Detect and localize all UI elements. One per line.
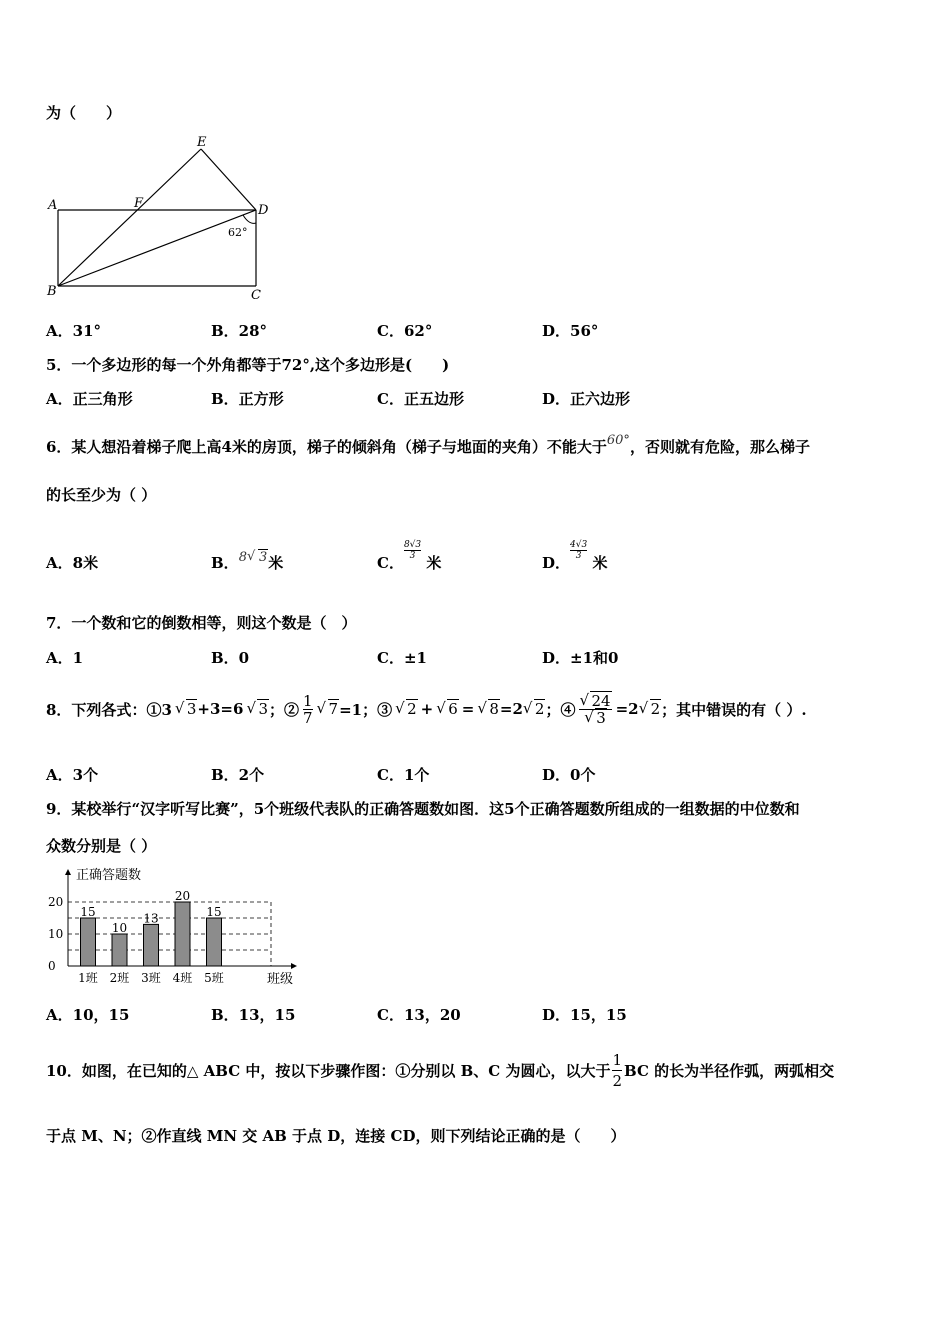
q8-option-d: D．0个 bbox=[542, 766, 596, 784]
category-label-5: 5班 bbox=[204, 971, 224, 985]
category-label-1: 1班 bbox=[78, 971, 98, 985]
q6-option-b: B．8√ 3米 bbox=[211, 552, 283, 573]
q5-option-d: D．正六边形 bbox=[542, 390, 631, 408]
q4-tail: 为（ ） bbox=[46, 104, 122, 122]
angle-62: 62° bbox=[228, 226, 248, 239]
label-f: F bbox=[134, 196, 144, 211]
q6-question-line2: 的长至少为（ ） bbox=[46, 486, 157, 504]
y-tick-label: 10 bbox=[48, 927, 64, 941]
q8-option-a: A．3个 bbox=[46, 766, 99, 784]
q5-question: 5．一个多边形的每一个外角都等于72°,这个多边形是( ) bbox=[46, 356, 450, 374]
q9-option-b: B．13，15 bbox=[211, 1006, 296, 1024]
q9-option-d: D．15，15 bbox=[542, 1006, 627, 1024]
q10-question-line1: 10．如图，在已知的△ ABC 中，按以下步骤作图：①分别以 B、C 为圆心，以大于 $\frac{1}{2}$ BC 的长为半径作弧，两弧相交 bbox=[46, 1050, 835, 1090]
q7-option-d: D．±1和0 bbox=[542, 649, 619, 667]
q7-option-a: A．1 bbox=[46, 649, 84, 667]
bar-3 bbox=[144, 924, 159, 966]
q10-question-line2: 于点 M、N；②作直线 MN 交 AB 于点 D，连接 CD，则下列结论正确的是（ ） bbox=[46, 1127, 626, 1145]
q6-text-a: 6．某人想沿着梯子爬上高4米的房顶，梯子的倾斜角（梯子与地面的夹角）不能大于 bbox=[46, 438, 607, 456]
q9-option-c: C．13，20 bbox=[377, 1006, 461, 1024]
category-label-3: 3班 bbox=[141, 971, 161, 985]
label-d: D bbox=[258, 203, 269, 218]
q7-option-b: B．0 bbox=[211, 649, 250, 667]
q8-option-b: B．2个 bbox=[211, 766, 265, 784]
label-a: A bbox=[48, 198, 58, 213]
category-label-4: 4班 bbox=[172, 971, 193, 985]
q4-option-b: B．28° bbox=[211, 322, 268, 340]
q8-question: 8．下列各式：①3 √ 3 +3=6 √ 3 ；② $\frac{1}{7}$ √ 7 =1；③ √ 2 + √ 6 = √ 8 =2 √ 2 ；④ √ 24 √ 3 =2 √ 2 ；其中错误的有（ ）. bbox=[46, 684, 807, 734]
q6-option-d: D． $\frac{4√3}{3}$ 米 bbox=[542, 539, 608, 572]
x-axis-label: 班级 bbox=[267, 972, 294, 987]
bar-5 bbox=[207, 918, 222, 966]
data-label-2: 10 bbox=[111, 921, 128, 935]
label-b: B bbox=[47, 284, 57, 299]
label-e: E bbox=[197, 135, 207, 150]
y-tick-label: 0 bbox=[48, 959, 56, 973]
data-label-5: 15 bbox=[206, 905, 222, 919]
q9-option-a: A．10，15 bbox=[46, 1006, 130, 1024]
bar-4 bbox=[175, 902, 190, 966]
q8-option-c: C．1个 bbox=[377, 766, 430, 784]
bar-2 bbox=[112, 934, 127, 966]
q7-question: 7．一个数和它的倒数相等，则这个数是（ ） bbox=[46, 614, 357, 632]
chart-gridlines bbox=[68, 902, 271, 966]
q9-bar-chart bbox=[46, 864, 306, 992]
q6-option-c: C． $\frac{8√3}{3}$ 米 bbox=[377, 539, 442, 572]
q6-text-b: ，否则就有危险，那么梯子 bbox=[629, 438, 810, 456]
q6-angle: 60° bbox=[606, 433, 630, 448]
y-axis-label: 正确答题数 bbox=[76, 868, 142, 883]
q5-option-c: C．正五边形 bbox=[377, 390, 464, 408]
bar-1 bbox=[81, 918, 96, 966]
q5-option-a: A．正三角形 bbox=[46, 390, 133, 408]
label-c: C bbox=[251, 288, 261, 303]
data-label-1: 15 bbox=[80, 905, 96, 919]
category-label-2: 2班 bbox=[109, 971, 130, 985]
y-tick-label: 20 bbox=[48, 895, 64, 909]
q6-option-a: A．8米 bbox=[46, 554, 99, 572]
q9-question-line1: 9．某校举行“汉字听写比赛”，5个班级代表队的正确答题数如图．这5个正确答题数所组成的一组数据的中位数和 bbox=[46, 800, 800, 818]
q4-option-c: C．62° bbox=[377, 322, 433, 340]
q5-option-b: B．正方形 bbox=[211, 390, 284, 408]
q9-question-line2: 众数分别是（ ） bbox=[46, 837, 157, 855]
q6-question-line1 bbox=[46, 433, 810, 457]
q4-option-d: D．56° bbox=[542, 322, 599, 340]
data-label-3: 13 bbox=[143, 911, 159, 926]
q4-option-a: A．31° bbox=[46, 322, 102, 340]
q4-geometry-figure bbox=[46, 133, 276, 305]
q7-option-c: C．±1 bbox=[377, 649, 427, 667]
data-label-4: 20 bbox=[174, 889, 191, 903]
